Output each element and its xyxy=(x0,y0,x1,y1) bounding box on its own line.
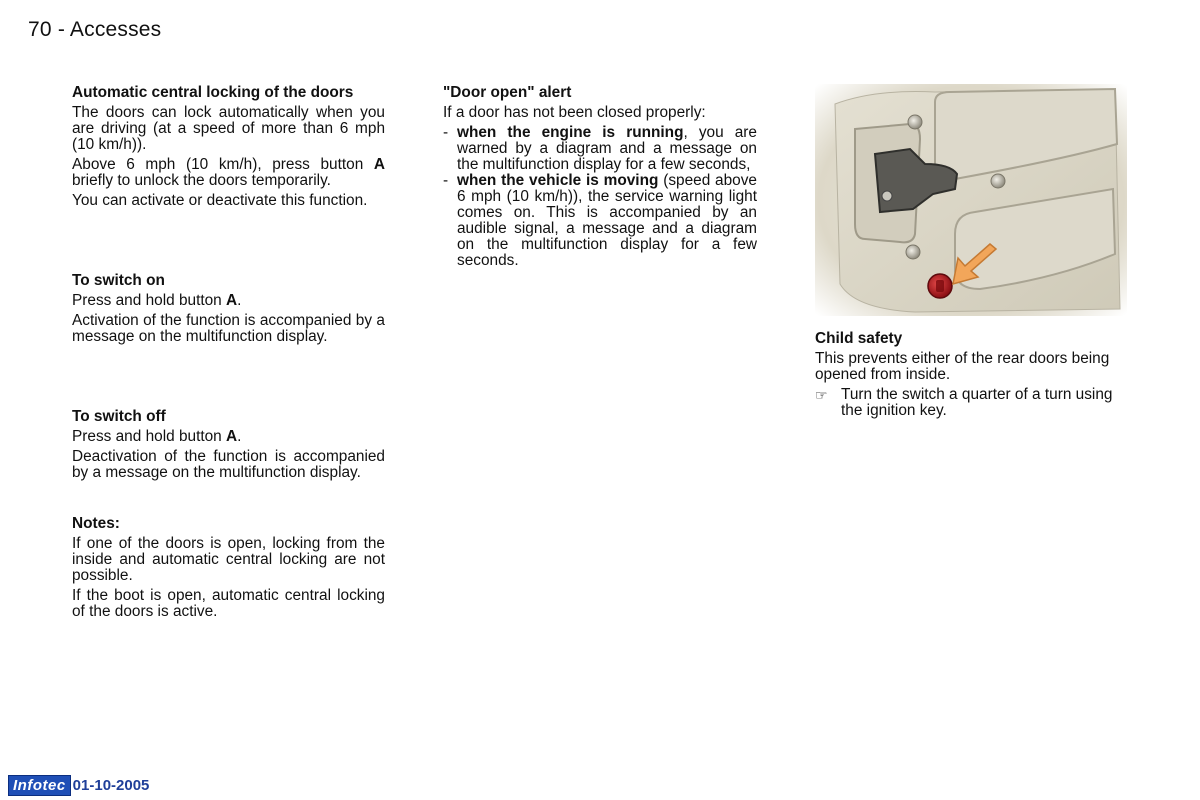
switch-off-heading: To switch off xyxy=(72,408,166,425)
switch-on-paragraph-1 xyxy=(72,293,385,309)
switch-off-paragraph-1 xyxy=(72,429,385,445)
notes-heading: Notes: xyxy=(72,515,120,532)
left-column xyxy=(72,84,385,620)
list-item-bold: when the engine is running xyxy=(457,124,684,141)
pointing-hand-icon: ☞ xyxy=(815,387,828,403)
child-lock-illustration xyxy=(815,84,1127,316)
dash-marker: - xyxy=(443,172,449,189)
auto-lock-p2-text-c: briefly to unlock the doors temporarily. xyxy=(72,172,331,189)
infotec-logo: Infotec xyxy=(8,775,71,796)
button-a-label: A xyxy=(373,156,385,173)
list-item-text: , you are warned by a diagram and a message on the multifunction display for a few seconds, xyxy=(457,124,757,173)
auto-lock-paragraph-1: The doors can lock automatically when you are driving (at a speed of more than 6 mph (10 km/h)). xyxy=(72,104,385,153)
button-a-label: A xyxy=(226,428,238,445)
switch-off-p1-text-a: Press and hold button xyxy=(72,428,227,445)
notes-paragraph-2: If the boot is open, automatic central locking of the doors is active. xyxy=(72,587,385,620)
door-open-list xyxy=(443,125,757,269)
list-item-text: (speed above 6 mph (10 km/h)), the service warning light comes on. This is accompanied by an audible signal, a message and a diagram on the multifunction display for a few seconds. xyxy=(457,172,757,269)
switch-on-p1-text-a: Press and hold button xyxy=(72,292,227,309)
footer-date: 01-10-2005 xyxy=(72,776,150,794)
page-number: 70 xyxy=(28,18,52,41)
notes-paragraph-1: If one of the doors is open, locking from the inside and automatic central locking are not possible. xyxy=(72,535,385,584)
footer xyxy=(8,774,149,796)
list-item-bold: when the vehicle is moving xyxy=(457,172,659,189)
child-safety-instruction xyxy=(815,387,1130,419)
switch-off-p1-text-c: . xyxy=(237,428,242,445)
dash-marker: - xyxy=(443,124,449,141)
auto-lock-paragraph-2 xyxy=(72,157,385,189)
child-safety-heading: Child safety xyxy=(815,330,903,347)
section-title: Accesses xyxy=(69,18,162,41)
door-open-intro: If a door has not been closed properly: xyxy=(443,104,706,121)
switch-on-p1-text-c: . xyxy=(237,292,242,309)
door-open-alert-heading: "Door open" alert xyxy=(443,84,572,101)
list-item xyxy=(443,173,757,269)
auto-lock-heading: Automatic central locking of the doors xyxy=(72,84,354,101)
auto-lock-paragraph-3: You can activate or deactivate this function. xyxy=(72,192,368,209)
auto-lock-p2-text-a: Above 6 mph (10 km/h), press button xyxy=(72,156,374,173)
right-column xyxy=(815,330,1130,419)
button-a-label: A xyxy=(226,292,238,309)
switch-on-heading: To switch on xyxy=(72,272,165,289)
child-safety-paragraph: This prevents either of the rear doors being opened from inside. xyxy=(815,350,1110,383)
list-item xyxy=(443,125,757,173)
page-header xyxy=(28,18,161,42)
door-edge-drawing xyxy=(815,84,1127,316)
switch-on-paragraph-2: Activation of the function is accompanied by a message on the multifunction display. xyxy=(72,312,385,345)
middle-column xyxy=(443,84,757,269)
header-separator: - xyxy=(57,18,66,41)
instruction-text: Turn the switch a quarter of a turn using the ignition key. xyxy=(841,386,1113,419)
switch-off-paragraph-2: Deactivation of the function is accompanied by a message on the multifunction display. xyxy=(72,448,385,481)
